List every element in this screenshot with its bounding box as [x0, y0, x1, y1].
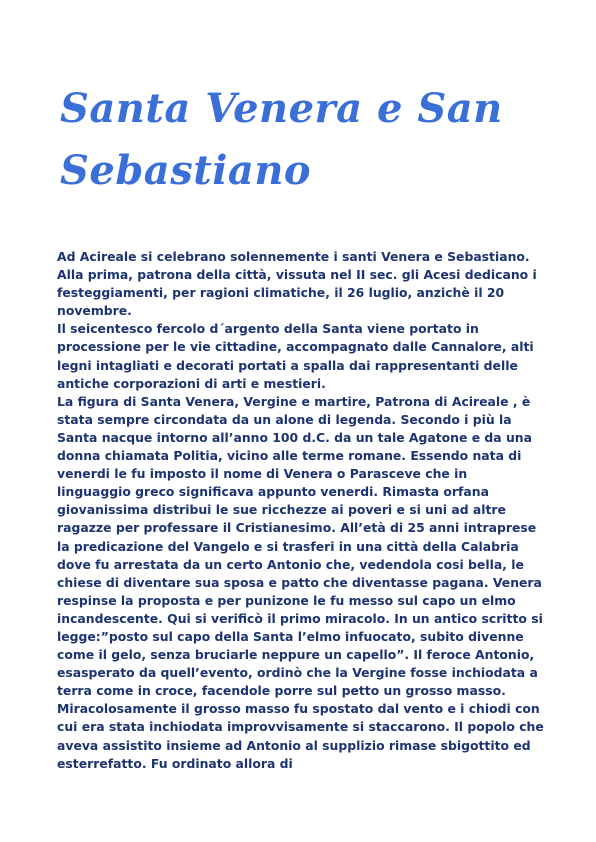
- title-line-1: Santa Venera e San: [60, 85, 503, 132]
- paragraph-legend: La figura di Santa Venera, Vergine e martire, Patrona di Acireale , è stata sempre circondata da un alone di legenda. Secondo i più la Santa nacque intorno all’anno 100 d.C. da un tale Agatone e da una donna chiamata Politia, vicino alle terme romane. Essendo nata di venerdi le fu imposto il nome di Venera o Parasceve che in linguaggio greco significava appunto venerdi. Rimasta orfana giovanissima distribui le sue ricchezze ai poveri e si uni ad altre ragazze per professare il Cristianesimo. All’età di 25 anni intraprese la predicazione del Vangelo e si trasferi in una città della Calabria dove fu arrestata da un certo Antonio che, vedendola cosi bella, le chiese di diventare sua sposa e patto che diventasse pagana. Venera respinse la proposta e per punizone le fu messo sul capo un elmo incandescente. Qui si verificò il primo miracolo. In un antico scritto si legge:”posto sul capo della Santa l’elmo infuocato, subito divenne come il gelo, senza bruciarle neppure un capello”. Il feroce Antonio, esasperato da quell’evento, ordinò che la Vergine fosse inchiodata a terra come in croce, facendole porre sul petto un grosso masso. Miracolosamente il grosso masso fu spostato dal vento e i chiodi con cui era stata inchiodata improvvisamente si staccarono. Il popolo che aveva assistito insieme ad Antonio al supplizio rimase sbigottito ed esterrefatto. Fu ordinato allora di: [57, 393, 544, 771]
- paragraph-fercolo: Il seicentesco fercolo d´argento della Santa viene portato in processione per le vie cittadine, accompagnato dalle Cannalore, alti legni intagliati e decorati portati a spalla dai rappresentanti delle antiche corporazioni di arti e mestieri.: [57, 321, 534, 391]
- article-body: [57, 248, 545, 773]
- paragraph-intro: Ad Acireale si celebrano solennemente i santi Venera e Sebastiano. Alla prima, patrona della città, vissuta nel II sec. gli Acesi dedicano i festeggiamenti, per ragioni climatiche, il 26 luglio, anzichè il 20 novembre.: [57, 249, 537, 319]
- page-title: [60, 78, 560, 202]
- title-line-2: Sebastiano: [60, 147, 312, 194]
